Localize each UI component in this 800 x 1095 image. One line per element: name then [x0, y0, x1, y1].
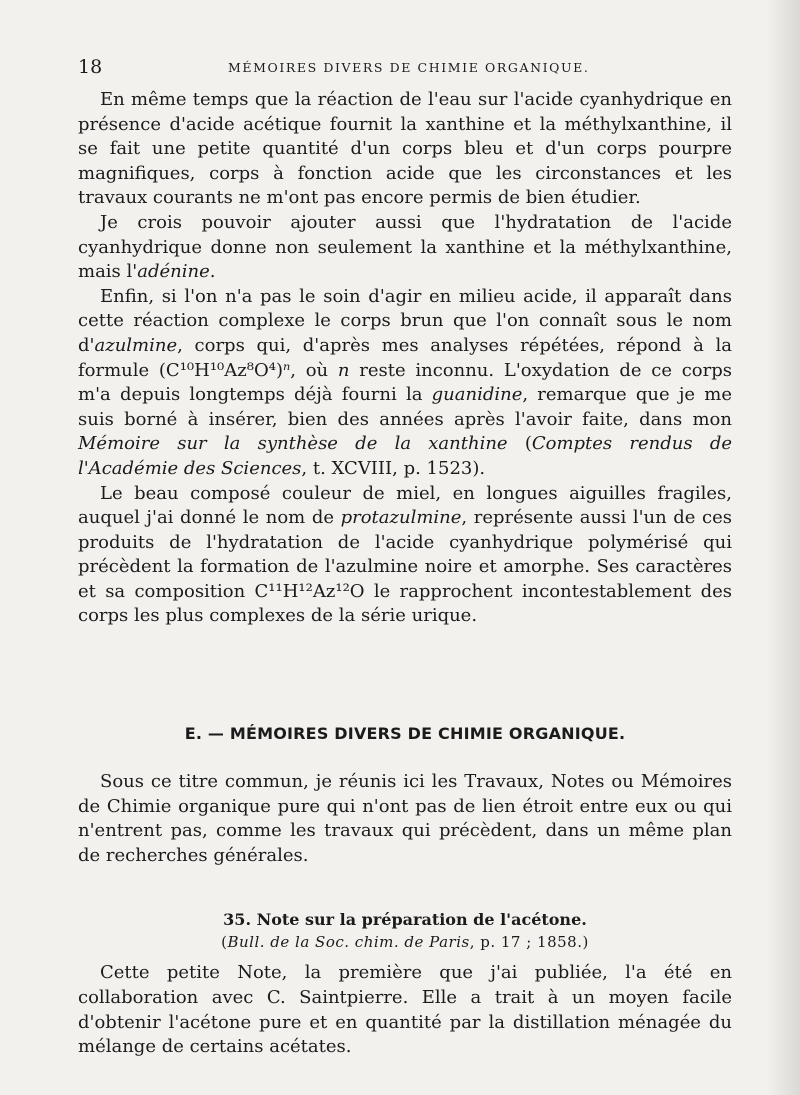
text: , corps qui, d'après mes analyses répétées, répond à la formule (C¹⁰H¹⁰Az⁸O⁴) — [78, 334, 732, 381]
section-intro-paragraph: Sous ce titre commun, je réunis ici les Travaux, Notes ou Mémoires de Chimie organique pure qui n'ont pas de lien étroit entre eux ou qui n'entrent pas, comme les travaux qui précèdent, dans un même plan de recherches générales. — [78, 771, 732, 866]
text: . — [209, 261, 216, 283]
italic-term-adenine: adénine — [137, 261, 210, 283]
text: , remarque que je me suis borné à insérer, bien des années après l'avoir faite, dans mon — [78, 384, 732, 430]
italic-term-azulmine: azulmine — [94, 334, 178, 356]
text: ( — [221, 933, 228, 952]
text: Le beau composé couleur de miel, en longues aiguilles fragiles, auquel j'ai donné le nom de — [78, 482, 732, 529]
text: reste inconnu. L'oxydation de ce corps m'a depuis longtemps déjà fourni la — [78, 359, 732, 406]
page-number: 18 — [78, 56, 103, 78]
text: Je crois pouvoir ajouter aussi que l'hydratation de l'acide cyanhydrique donne non seulement la xanthine et la méthylxanthine, mais l' — [78, 211, 732, 283]
text: , où — [290, 359, 338, 381]
note-paragraph: Cette petite Note, la première que j'ai publiée, l'a été en collaboration avec C. Saintpierre. Elle a trait à un moyen facile d'obtenir l'acétone pure et en quantité par la distillation ménagée du mélange de certains acétates. — [78, 962, 732, 1058]
text: Enfin, si l'on n'a pas le soin d'agir en milieu acide, il apparaît dans cette réaction complexe le corps brun que l'on connaît sous le nom d' — [78, 285, 732, 356]
italic-memoir-title: Mémoire sur la synthèse de la xanthine — [78, 433, 508, 455]
text: , représente aussi l'un de ces produits de l'hydratation de l'acide cyanhydrique polymérisé qui précèdent la formation de l'azulmine noire et amorphe. Ses caractères et sa composition C¹¹H¹²Az¹²O le rapprochent incontestablement des corps les plus complexes de la série urique. — [78, 507, 732, 627]
italic-journal-name: Bull. de la Soc. chim. de Paris — [227, 933, 470, 952]
text: ( — [507, 433, 532, 455]
italic-term-protazulmine: protazulmine — [340, 507, 462, 529]
paragraph-azulmine — [78, 285, 732, 482]
running-title: MÉMOIRES DIVERS DE CHIMIE ORGANIQUE. — [228, 60, 590, 75]
italic-variable-n: n — [337, 359, 350, 381]
italic-journal-title: Comptes rendus de l'Académie des Sciences — [78, 433, 732, 479]
note-title: 35. Note sur la préparation de l'acétone. — [223, 910, 587, 930]
paragraph-adenine — [78, 211, 732, 285]
text: , t. XCVIII, p. 1523). — [301, 457, 486, 479]
page-body — [78, 88, 732, 1060]
italic-exponent: ⁿ — [282, 359, 291, 381]
text: , p. 17 ; 1858.) — [469, 933, 589, 952]
italic-term-guanidine: guanidine — [431, 384, 523, 406]
paragraph-colored-bodies: En même temps que la réaction de l'eau sur l'acide cyanhydrique en présence d'acide acétique fournit la xanthine et la méthylxanthine, il se fait une petite quantité d'un corps bleu et d'un corps pourpre magnifiques, corps à fonction acide que les circonstances et les travaux courants ne m'ont pas encore permis de bien étudier. — [78, 89, 732, 209]
page-header — [78, 56, 728, 80]
section-heading: E. — MÉMOIRES DIVERS DE CHIMIE ORGANIQUE. — [184, 724, 626, 744]
paragraph-protazulmine — [78, 482, 732, 630]
note-reference — [78, 933, 732, 951]
page-edge-shadow — [766, 0, 800, 1095]
